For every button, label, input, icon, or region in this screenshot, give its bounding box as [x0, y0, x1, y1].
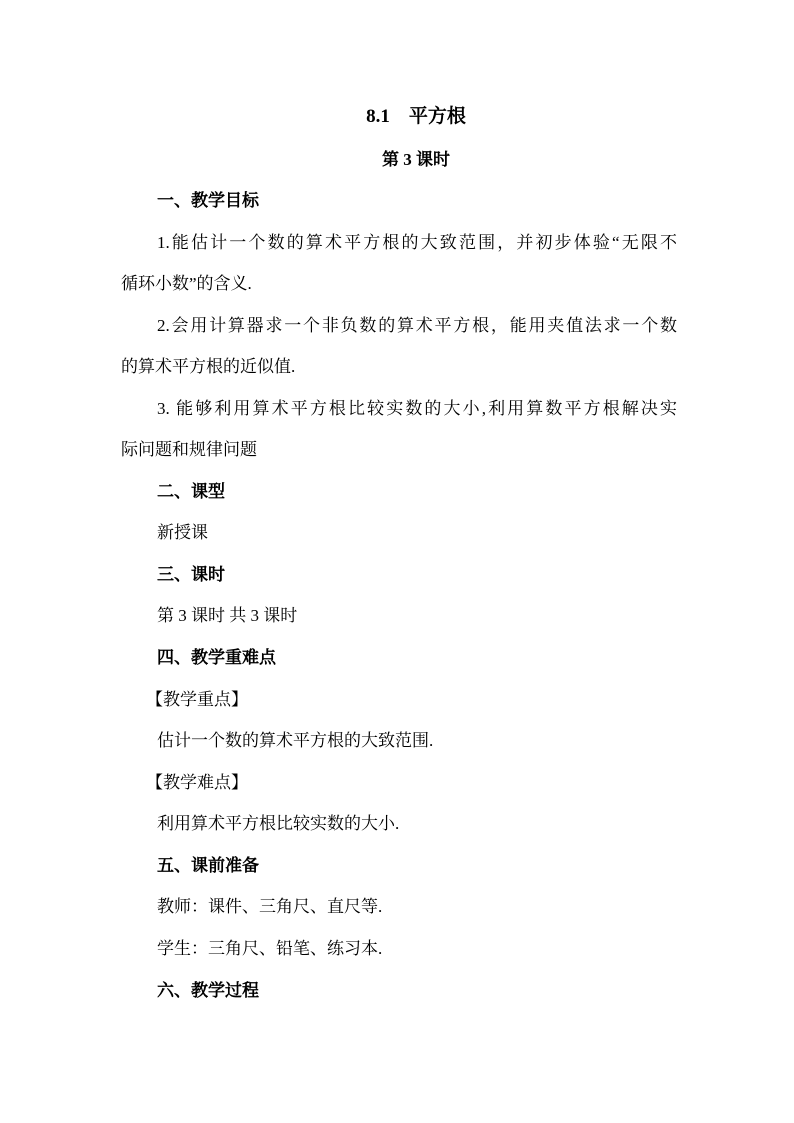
document-title: 8.1 平方根	[366, 106, 466, 127]
lesson-subtitle: 第 3 课时	[382, 150, 450, 169]
teacher-preparation-text: 教师：课件、三角尺、直尺等.	[157, 897, 383, 916]
section-heading-lesson-type: 二、课型	[157, 482, 225, 501]
goal-3-line-1: 3. 能够利用算术平方根比较实数的大小,利用算数平方根解决实	[157, 399, 677, 418]
key-point-label: 【教学重点】	[146, 690, 248, 709]
section-heading-lesson-period: 三、课时	[157, 565, 225, 584]
goal-1-line-2: 循环小数”的含义.	[121, 274, 252, 293]
lesson-type-text: 新授课	[157, 523, 208, 542]
section-heading-teaching-process: 六、教学过程	[157, 981, 259, 1000]
section-heading-preparation: 五、课前准备	[157, 856, 259, 875]
section-heading-teaching-goals: 一、教学目标	[157, 191, 259, 210]
goal-3-line-2: 际问题和规律问题	[121, 440, 257, 459]
goal-2-line-1: 2.会用计算器求一个非负数的算术平方根，能用夹值法求一个数	[157, 316, 677, 335]
student-preparation-text: 学生：三角尺、铅笔、练习本.	[157, 939, 383, 958]
lesson-period-text: 第 3 课时 共 3 课时	[157, 606, 298, 625]
difficult-point-label: 【教学难点】	[146, 773, 248, 792]
difficult-point-text: 利用算术平方根比较实数的大小.	[157, 814, 400, 833]
goal-2-line-2: 的算术平方根的近似值.	[121, 357, 296, 376]
section-heading-key-difficult-points: 四、教学重难点	[157, 648, 276, 667]
goal-1-line-1: 1.能估计一个数的算术平方根的大致范围，并初步体验“无限不	[157, 233, 677, 252]
key-point-text: 估计一个数的算术平方根的大致范围.	[157, 731, 434, 750]
